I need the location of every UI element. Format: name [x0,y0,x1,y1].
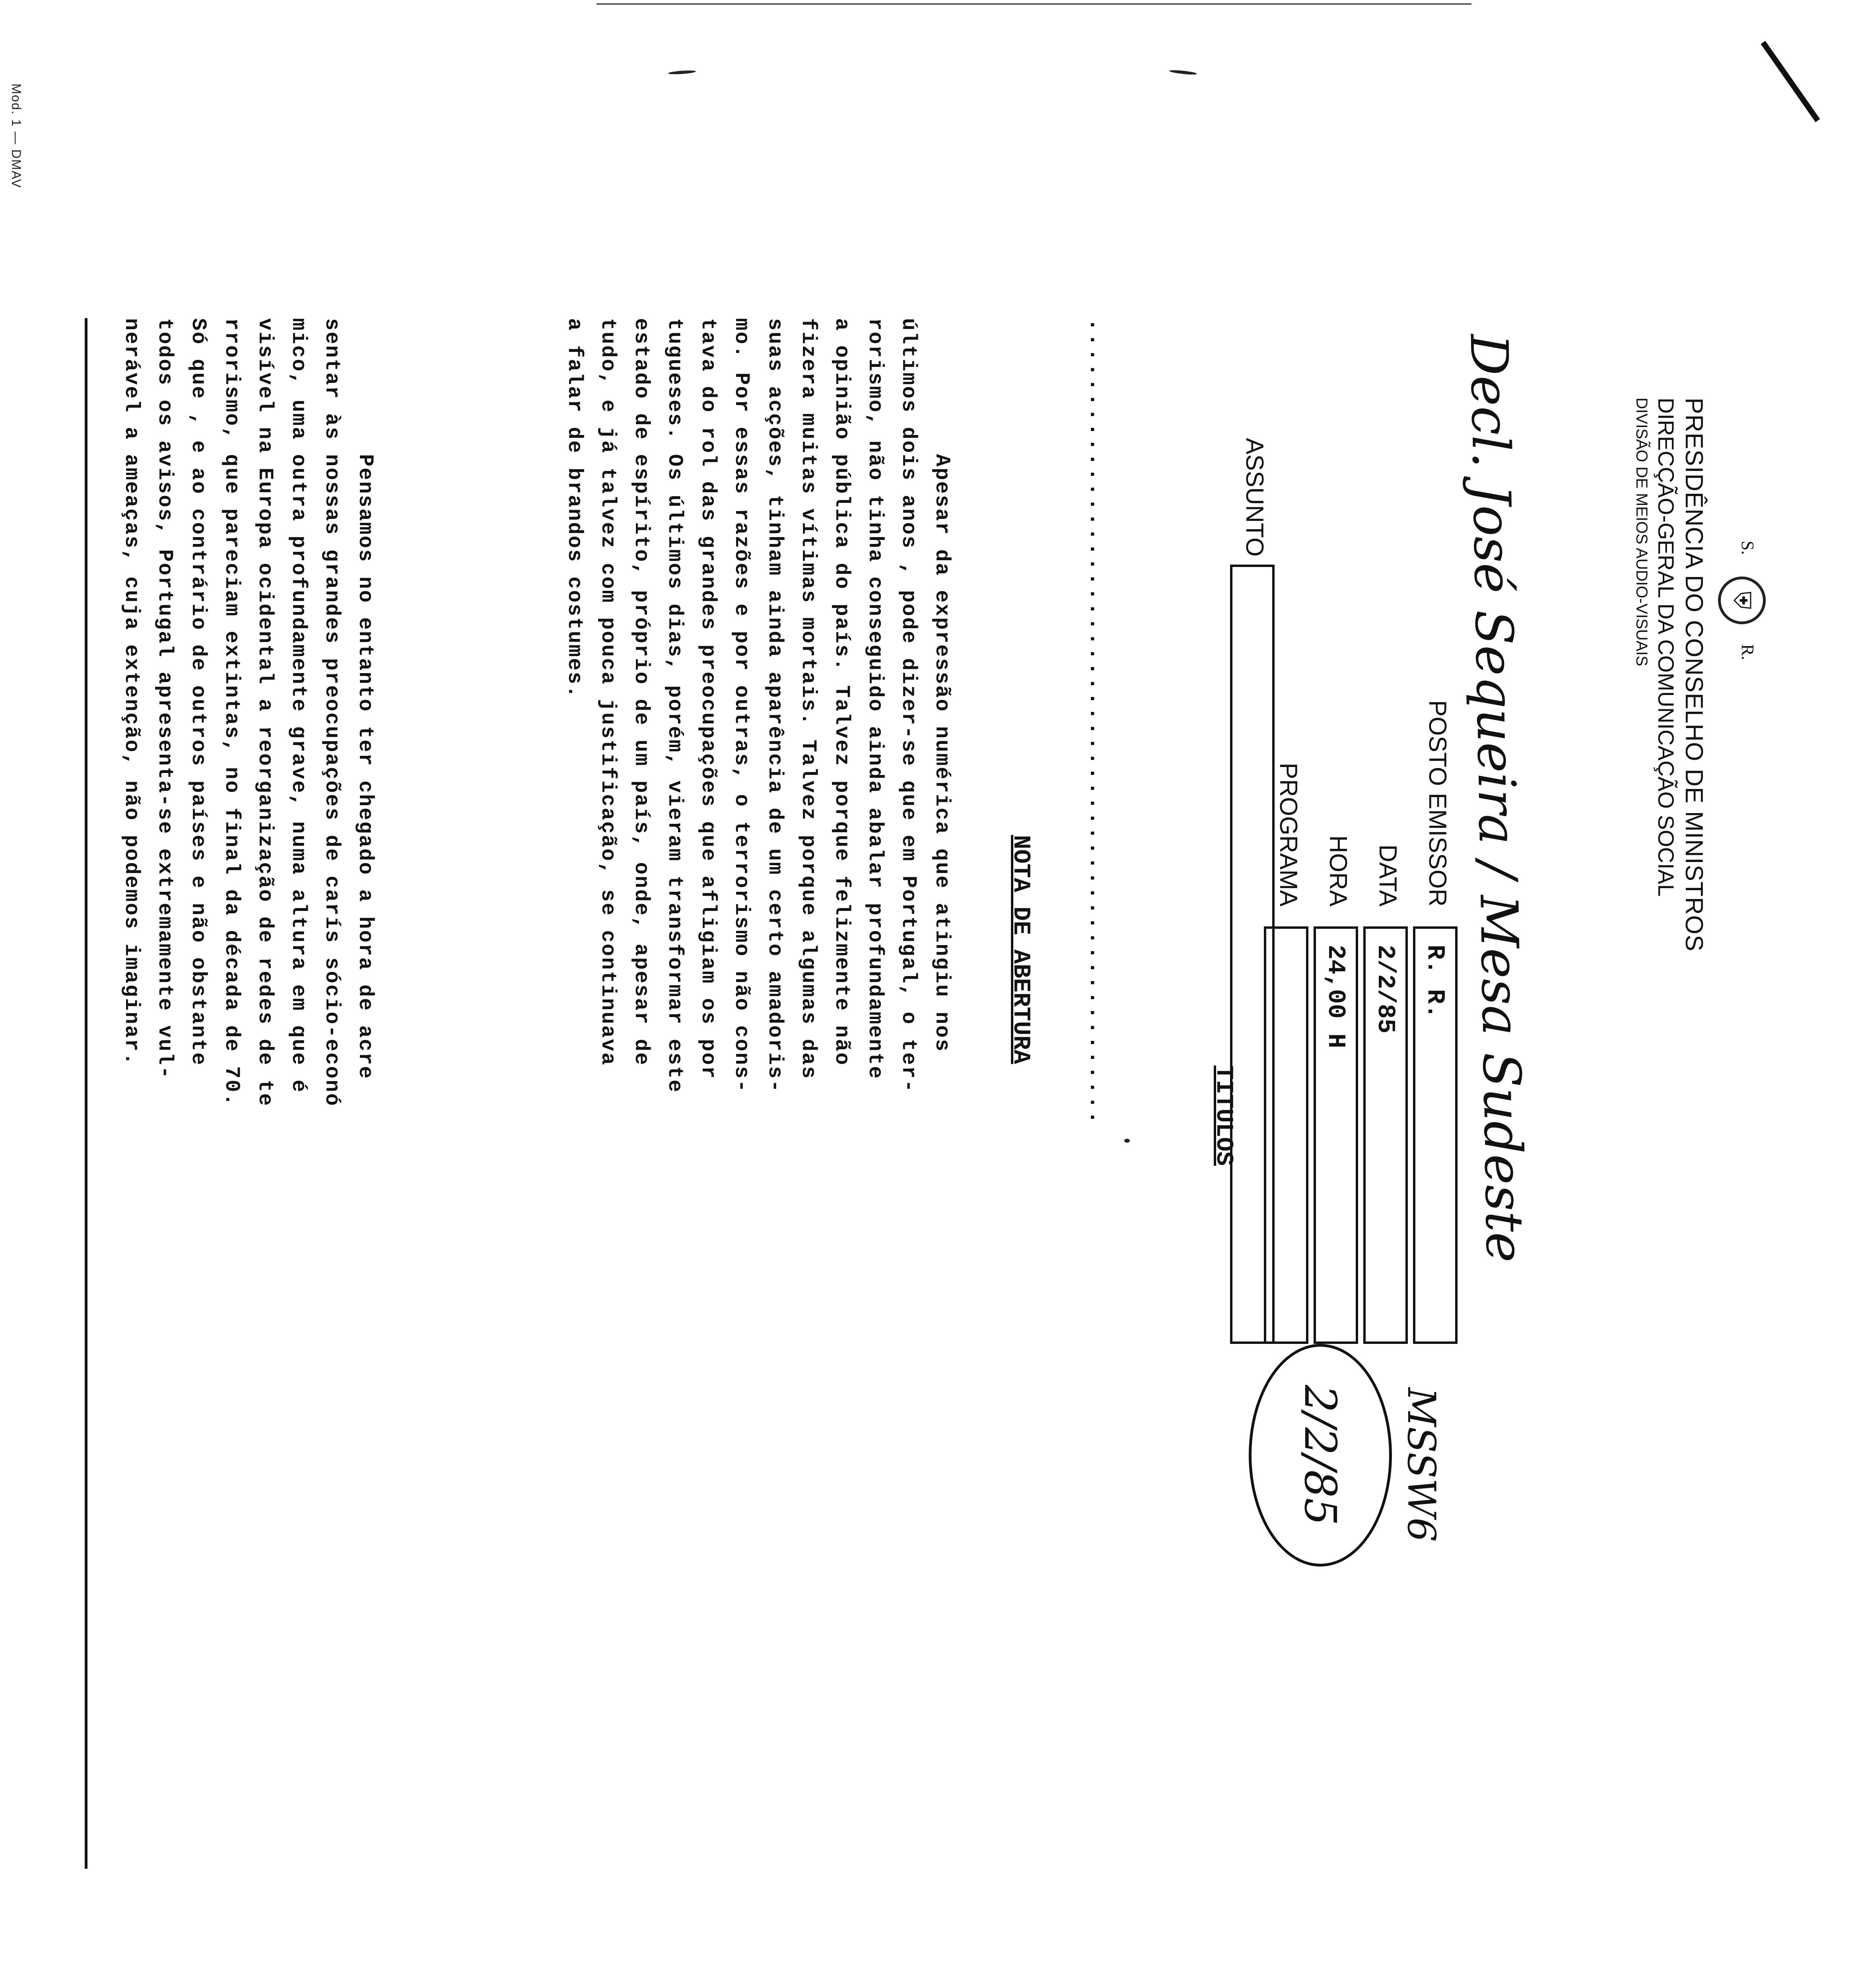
paragraph-line: rrorismo, que pareciam extintas, no final da década de 70. [220,318,243,1107]
paragraph-2 [115,318,382,1360]
posto-emissor-label: POSTO EMISSOR [1424,700,1451,907]
assunto-field [1230,565,1275,1344]
paragraph-line: rorismo, não tinha conseguido ainda abalar profundamente [863,318,887,1080]
form-code: Mod. 1 — DMAV [9,83,23,188]
document-page [32,318,1782,1988]
seal-left-letter: S. [1738,541,1757,555]
dotted-separator: ...................................................... [1084,318,1110,1126]
paragraph-line: tudo, e já talvez com pouca justificação, se continuava [596,318,620,1066]
circled-date-stamp [1249,1344,1392,1567]
punch-hole-mark [668,70,696,75]
data-label: DATA [1374,844,1401,907]
letterhead-division: DIVISÃO DE MEIOS AUDIO-VISUAIS [1633,398,1650,666]
paragraph-line: mico, uma outra profundamente grave, numa altura em que é [287,318,310,1093]
page-rule [85,318,87,1869]
paragraph-line: tugueses. Os últimos dias, porém, vieram transformar este [663,318,686,1093]
titulos-heading: TITULOS [1210,1066,1237,1166]
seal-right-letter: R. [1738,644,1757,660]
paragraph-line: Apesar da expressão numérica que atingiu nos [930,318,954,1053]
paragraph-line: últimos dois anos , pode dizer-se que em Portugal, o ter- [897,318,920,1093]
paragraph-line: todos os avisos, Portugal apresenta-se extremamente vul- [153,318,177,1080]
posto-emissor-field: R. R. [1413,926,1458,1344]
nota-de-abertura-heading: NOTA DE ABERTURA [1007,835,1034,1064]
punch-hole-mark [1169,69,1197,75]
paragraph-line: tava do rol das grandes preocupações que afligiam os por [696,318,720,1080]
paragraph-line: sentar às nossas grandes preocupações de carís sócio-econó [320,318,344,1107]
paragraph-line: a opinião pública do país. Talvez porque felizmente não [830,318,853,1066]
hora-label: HORA [1324,835,1352,907]
paragraph-line: estado de espírito, próprio de um país, onde, apesar de [630,318,653,1066]
handwritten-note: Decl. José Sequeira / Mesa Sudeste [1458,333,1535,1263]
letterhead-ministry: PRESIDÊNCIA DO CONSELHO DE MINISTROS [1680,398,1708,952]
paragraph-line: Pensamos no entanto ter chegado a hora de acre [354,318,377,1080]
programa-label: PROGRAMA [1275,763,1302,907]
circled-date: 2/2/85 [1295,1384,1346,1526]
paragraph-1 [558,318,958,1360]
paragraph-line: suas acções, tinham ainda aparência de um certo amadoris- [763,318,787,1093]
hora-field: 24,00 H [1314,926,1358,1344]
pen-stroke-mark [1761,41,1820,122]
data-field: 2/2/85 [1363,926,1408,1344]
letterhead-directorate: DIRECÇÃO-GERAL DA COMUNICAÇÃO SOCIAL [1654,398,1679,897]
paragraph-line: fizera muitas vítimas mortais. Talvez porque algumas das [797,318,820,1080]
paragraph-line: visível na Europa ocidental a reorganização de redes de te [253,318,277,1107]
paragraph-line: mo. Por essas razões e por outras, o terrorismo não cons- [730,318,753,1093]
coat-of-arms-seal-icon: ⛨ [1718,577,1766,624]
paragraph-line: Só que , e ao contrário de outros países e não obstante [187,318,210,1066]
paragraph-line: nerável a ameaças, cuja extenção, não podemos imaginar. [120,318,143,1066]
assunto-label: ASSUNTO [1241,438,1268,557]
top-edge-line [597,3,1471,5]
paragraph-line: a falar de brandos costumes. [563,318,586,699]
handwritten-code: MSSW6 [1399,1388,1444,1542]
